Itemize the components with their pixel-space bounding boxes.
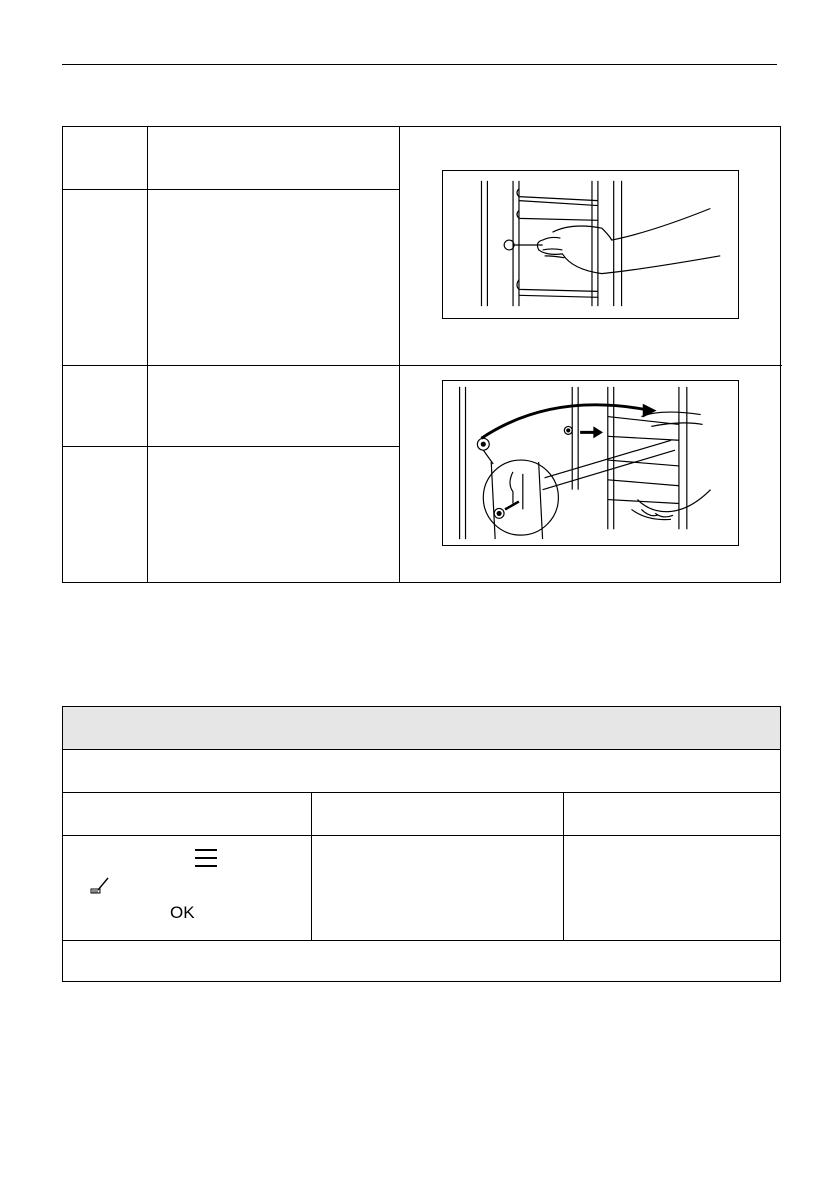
shelf-support-front-illustration <box>442 170 739 319</box>
column-divider <box>311 793 312 940</box>
step-number-cell <box>63 447 147 583</box>
row-divider <box>63 792 780 793</box>
row-divider <box>63 940 780 941</box>
top-rule <box>62 64 777 65</box>
step-number-cell <box>63 366 147 446</box>
table-header <box>63 707 780 750</box>
step-number-cell <box>63 127 147 189</box>
hand-pulling-shelf-support-icon <box>443 171 738 318</box>
menu-icon[interactable] <box>195 849 217 867</box>
hand-detaching-shelf-support-icon <box>443 381 738 545</box>
step-text-cell <box>148 127 399 189</box>
brush-icon[interactable] <box>89 877 111 895</box>
step-text-cell <box>148 190 399 365</box>
step-text-cell <box>148 447 399 583</box>
shelf-support-rear-illustration <box>442 380 739 546</box>
ok-label[interactable]: OK <box>170 903 195 922</box>
step-text-cell <box>148 366 399 446</box>
menu-icon[interactable] <box>196 725 218 743</box>
instruction-table <box>62 126 781 583</box>
step-number-cell <box>63 190 147 365</box>
cleaning-table <box>62 706 781 982</box>
column-divider <box>399 127 400 582</box>
column-divider <box>563 793 564 940</box>
